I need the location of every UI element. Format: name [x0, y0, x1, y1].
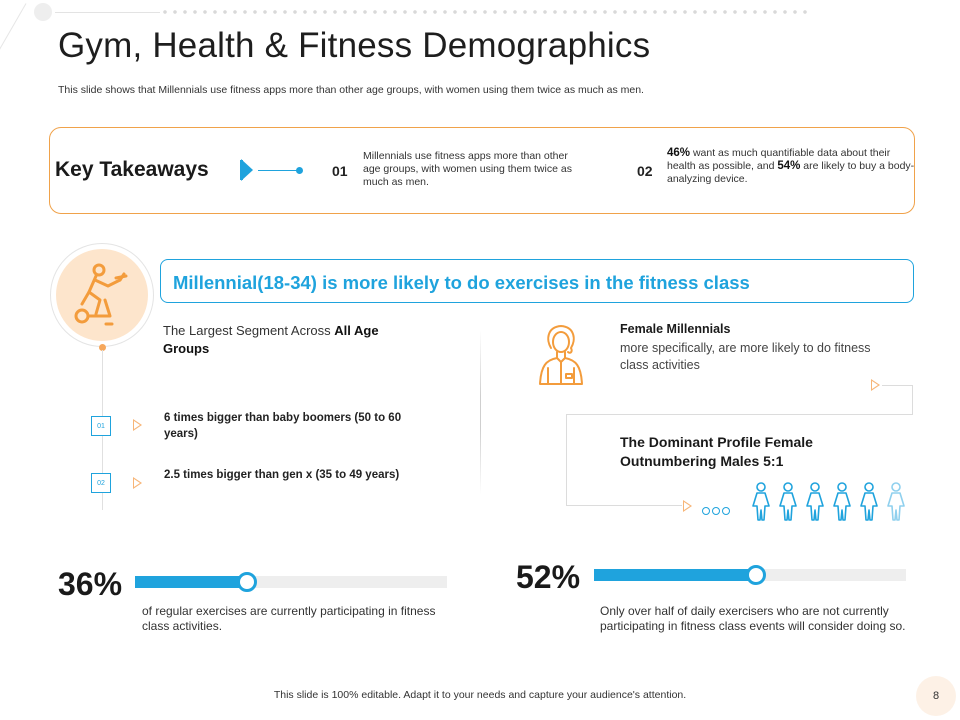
female-person-icon — [804, 482, 826, 522]
male-person-icon — [885, 482, 907, 522]
takeaway-number-02: 02 — [637, 163, 653, 179]
page-subtitle: This slide shows that Millennials use fitness apps more than other age groups, with women using them twice as much as men. — [58, 84, 644, 96]
stat-text-52: Only over half of daily exercisers who are not currently participating in fitness class events will consider doing so. — [600, 604, 906, 633]
connector-dot — [296, 167, 303, 174]
play-arrow-icon — [241, 159, 253, 181]
progress-knob-52 — [746, 565, 766, 585]
progress-fill-36 — [135, 576, 247, 588]
female-millennials-title: Female Millennials — [620, 322, 731, 336]
vertical-separator — [480, 330, 481, 495]
connector-line — [258, 170, 298, 171]
page-title: Gym, Health & Fitness Demographics — [58, 26, 651, 65]
bullet-text-01: 6 times bigger than baby boomers (50 to 60 years) — [164, 412, 402, 440]
stat-percentage-36: 36% — [58, 566, 123, 602]
footer-note: This slide is 100% editable. Adapt it to your needs and capture your audience's attention. — [273, 689, 687, 701]
takeaway-number-01: 01 — [332, 163, 348, 179]
progress-fill-52 — [594, 569, 756, 581]
takeaway-pct-46: 46% — [667, 147, 691, 159]
key-takeaways-label: Key Takeaways — [55, 158, 209, 181]
female-person-icon — [750, 482, 772, 522]
decorative-circle — [34, 3, 52, 21]
ellipsis-circles — [702, 502, 732, 520]
takeaway-text-01: Millennials use fitness apps more than other age groups, with women using them twice as much as men. — [363, 150, 572, 188]
bullet-number-02: 02 — [91, 473, 111, 493]
bullet-text-02: 2.5 times bigger than gen x (35 to 49 years) — [164, 469, 400, 481]
female-person-icon — [777, 482, 799, 522]
decorative-dots — [160, 10, 810, 14]
progress-knob-36 — [237, 572, 257, 592]
largest-segment-text: The Largest Segment Across All Age Groups — [163, 323, 379, 356]
profile-bracket — [566, 414, 913, 415]
female-person-icon — [831, 482, 853, 522]
female-millennials-text: more specifically, are more likely to do fitness class activities — [620, 341, 871, 372]
takeaway-pct-54: 54% — [777, 160, 801, 172]
takeaway-text-02: 46% want as much quantifiable data about their health as possible, and 54% are likely to buy a body-analyzing device. — [667, 147, 915, 185]
female-person-icon — [858, 482, 880, 522]
dominant-profile-text: The Dominant Profile Female Outnumbering Males 5:1 — [620, 434, 813, 469]
businesswoman-icon — [536, 322, 586, 388]
exercise-bike-icon — [72, 262, 134, 328]
stat-percentage-52: 52% — [516, 559, 581, 595]
millennial-banner-text: Millennial(18-34) is more likely to do exercises in the fitness class — [173, 272, 750, 293]
decorative-diagonal — [0, 3, 26, 55]
decorative-line — [55, 12, 160, 13]
bullet-number-01: 01 — [91, 416, 111, 436]
page-number: 8 — [916, 676, 956, 716]
stat-text-36: of regular exercises are currently participating in fitness class activities. — [142, 604, 436, 633]
people-ratio-icons — [750, 482, 910, 524]
